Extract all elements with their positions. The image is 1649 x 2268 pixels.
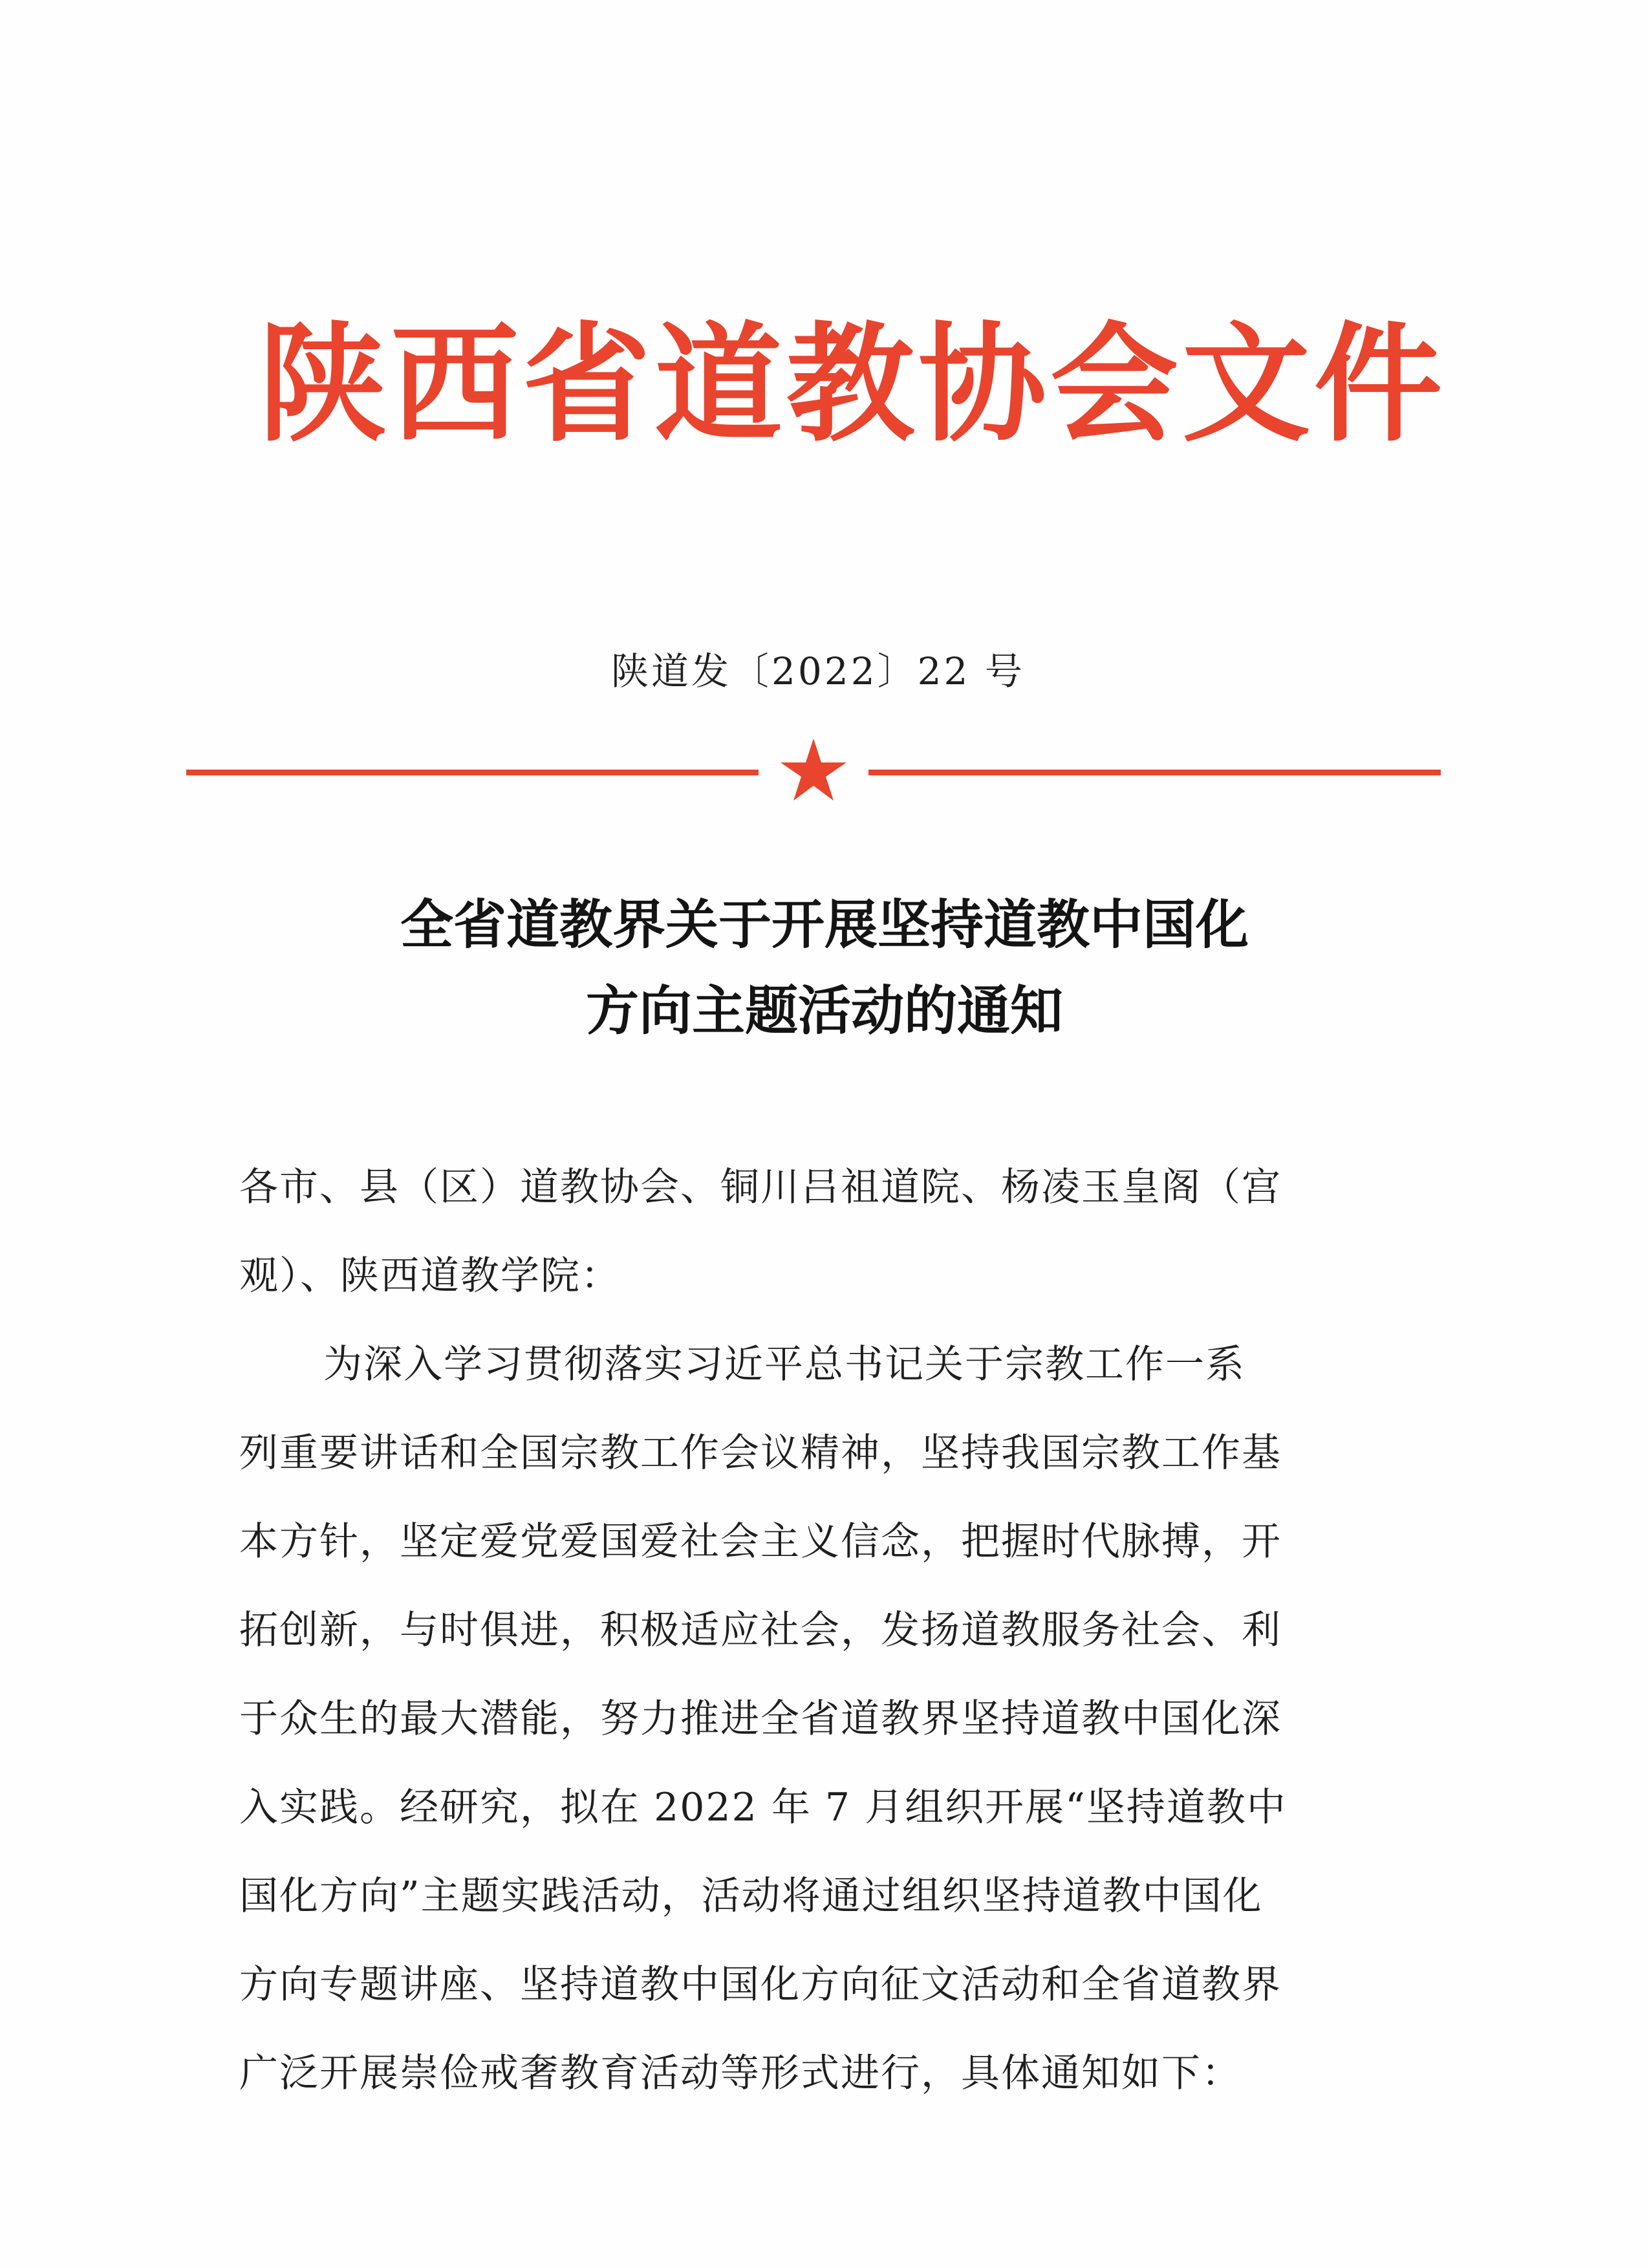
paragraph-line: 为深入学习贯彻落实习近平总书记关于宗教工作一系: [323, 1342, 1245, 1387]
issuing-authority-header: 陕西省道教协会文件: [259, 310, 1446, 459]
divider-line-left: [186, 770, 759, 775]
paragraph-line: 广泛开展崇俭戒奢教育活动等形式进行，具体通知如下：: [239, 2051, 1242, 2096]
paragraph-line: 拓创新，与时俱进，积极适应社会，发扬道教服务社会、利: [239, 1608, 1282, 1653]
star-icon: [781, 739, 846, 801]
paragraph-line: 本方针，坚定爱党爱国爱社会主义信念，把握时代脉搏，开: [239, 1519, 1282, 1564]
document-body: [239, 1143, 1403, 2118]
notice-title-line: 方向主题活动的通知: [585, 980, 1063, 1042]
paragraph-line: 国化方向”主题实践活动，活动将通过组织坚持道教中国化: [239, 1874, 1263, 1919]
addressee: [239, 1143, 1403, 1321]
notice-title: [0, 882, 1649, 1054]
paragraph-line: 列重要讲话和全国宗教工作会议精神，坚持我国宗教工作基: [239, 1431, 1282, 1476]
body-paragraph: [239, 1321, 1403, 2118]
divider-line-right: [868, 770, 1441, 775]
notice-title-line: 全省道教界关于开展坚持道教中国化: [400, 894, 1249, 956]
document-number: 陕道发〔2022〕22 号: [611, 649, 1025, 693]
paragraph-line: 于众生的最大潜能，努力推进全省道教界坚持道教中国化深: [239, 1696, 1282, 1742]
addressee-line: 各市、县（区）道教协会、铜川吕祖道院、杨凌玉皇阁（宫: [239, 1165, 1282, 1210]
paragraph-line: 方向专题讲座、坚持道教中国化方向征文活动和全省道教界: [239, 1962, 1282, 2007]
addressee-line: 观）、陕西道教学院：: [239, 1253, 621, 1299]
paragraph-line: 入实践。经研究，拟在 2022 年 7 月组织开展“坚持道教中: [239, 1785, 1287, 1830]
red-divider: [186, 737, 1441, 808]
